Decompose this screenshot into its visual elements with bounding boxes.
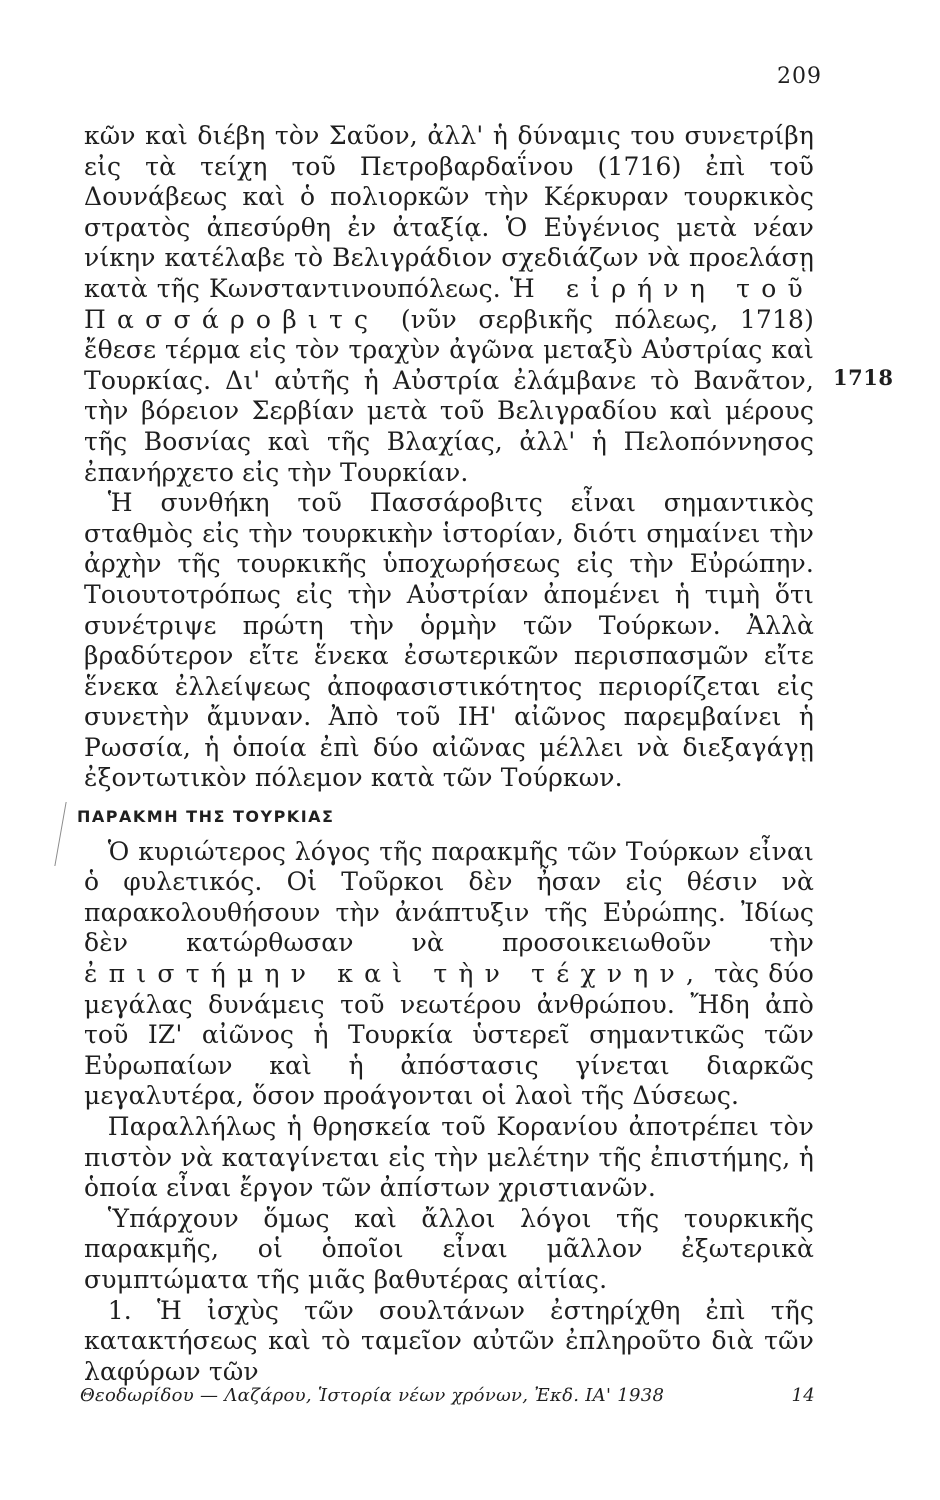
paragraph-decline-causes — [84, 837, 814, 1112]
paragraph-treaty-significance: Ἡ συνθήκη τοῦ Πασσάροβιτς εἶναι σημαντικὸς σταθμὸς εἰς τὴν τουρκικὴν ἱστορίαν, διότι σημαίνει τὴν ἀρχὴν τῆς τουρκικῆς ὑποχωρήσεως εἰς τὴν Εὐρώπην. Τοιουτοτρόπως εἰς τὴν Αὐστρίαν ἀπομένει ἡ τιμὴ ὅτι συνέτριψε πρώτη τὴν ὁρμὴν τῶν Τούρκων. Ἀλλὰ βραδύτερον εἴτε ἕνεκα ἐσωτερικῶν περισπασμῶν εἴτε ἕνεκα ἐλλείψεως ἀποφασιστικότητος περιορίζεται εἰς συνετὴν ἄμυναν. Ἀπὸ τοῦ ΙΗ' αἰῶνος παρεμβαίνει ἡ Ρωσσία, ἡ ὁποία ἐπὶ δύο αἰῶνας μέλλει νὰ διεξαγάγῃ ἐξοντωτικὸν πόλεμον κατὰ τῶν Τούρκων. — [84, 488, 814, 793]
spaced-science-art: ἐπιστήμην καὶ τὴν τέχνην, — [84, 959, 706, 989]
paragraph-1-text: κῶν καὶ διέβη τὸν Σαῦον, ἀλλ' ἡ δύναμις του συνετρίβη εἰς τὰ τείχη τοῦ Πετροβαρδαΐνου (1716) ἐπὶ τοῦ Δουνάβεως καὶ ὁ πολιορκῶν τὴν Κέρκυραν τουρκικὸς στρατὸς ἀπεσύρθη ἐν ἀταξίᾳ. Ὁ Εὐγένιος μετὰ νέαν νίκην κατέλαβε τὸ Βελιγράδιον σχεδιάζων νὰ προελάσῃ κατὰ τῆς Κωνσταντινουπόλεως. — [84, 121, 814, 303]
paragraph-3-start: Ὁ κυριώτερος λόγος τῆς παρακμῆς τῶν Τούρκων εἶναι ὁ φυλετικός. Οἱ Τοῦρκοι δὲν ἦσαν εἰς θέσιν νὰ παρακολουθήσουν τὴν ἀνάπτυξιν τῆς Εὐρώπης. Ἰδίως δὲν κατώρθωσαν νὰ προσοικειωθοῦν τὴν — [84, 836, 814, 958]
paragraph-sultans-power: 1. Ἡ ἰσχὺς τῶν σουλτάνων ἐστηρίχθη ἐπὶ τῆς κατακτήσεως καὶ τὸ ταμεῖον αὐτῶν ἐπληροῦτο διὰ τῶν λαφύρων τῶν — [84, 1295, 814, 1386]
paragraph-religion: Παραλλήλως ἡ θρησκεία τοῦ Κορανίου ἀποτρέπει τὸν πιστὸν νὰ καταγίνεται εἰς τὴν μελέτην τῆς ἐπιστήμης, ἡ ὁποία εἶναι ἔργον τῶν ἀπίστων χριστιανῶν. — [84, 1112, 814, 1203]
page-number: 209 — [777, 64, 822, 89]
footer — [80, 1385, 815, 1406]
margin-date: 1718 — [833, 365, 894, 390]
main-text — [77, 121, 814, 1387]
paragraph-passarowitz-context — [84, 121, 814, 488]
footer-sheet-number: 14 — [791, 1385, 815, 1406]
paragraph-3-end: τὰς δύο μεγάλας δυνάμεις τοῦ νεωτέρου ἀνθρώπου. Ἤδη ἀπὸ τοῦ ΙΖ' αἰῶνος ἡ Τουρκία ὑστερεῖ σημαντικῶς τῶν Εὐρωπαίων καὶ ἡ ἀπόστασις γίνεται διαρκῶς μεγαλυτέρα, ὅσον προάγονται οἱ λαοὶ τῆς Δύσεως. — [84, 959, 814, 1111]
footer-citation: Θεοδωρίδου — Λαζάρου, Ἱστορία νέων χρόνων, Ἐκδ. ΙΑ' 1938 — [80, 1385, 665, 1406]
paragraph-other-reasons: Ὑπάρχουν ὅμως καὶ ἄλλοι λόγοι τῆς τουρκικῆς παρακμῆς, οἱ ὁποῖοι εἶναι μᾶλλον ἐξωτερικὰ συμπτώματα τῆς μιᾶς βαθυτέρας αἰτίας. — [84, 1203, 814, 1294]
section-heading: ΠΑΡΑΚΜΗ ΤΗΣ ΤΟΥΡΚΙΑΣ — [77, 807, 335, 827]
spaced-treaty-title: Ἡ εἰρήνη τοῦ Πασσάροβιτς — [84, 273, 814, 334]
paragraph-1-rest: (νῦν σερβικῆς πόλεως, 1718) ἔθεσε τέρμα εἰς τὸν τραχὺν ἀγῶνα μεταξὺ Αὐστρίας καὶ Τουρκίας. Δι' αὐτῆς ἡ Αὐστρία ἐλάμβανε τὸ Βανᾶτον, τὴν βόρειον Σερβίαν μετὰ τοῦ Βελιγραδίου καὶ μέρους τῆς Βοσνίας καὶ τῆς Βλαχίας, ἀλλ' ἡ Πελοπόννησος ἐπανήρχετο εἰς τὴν Τουρκίαν. — [84, 304, 814, 487]
